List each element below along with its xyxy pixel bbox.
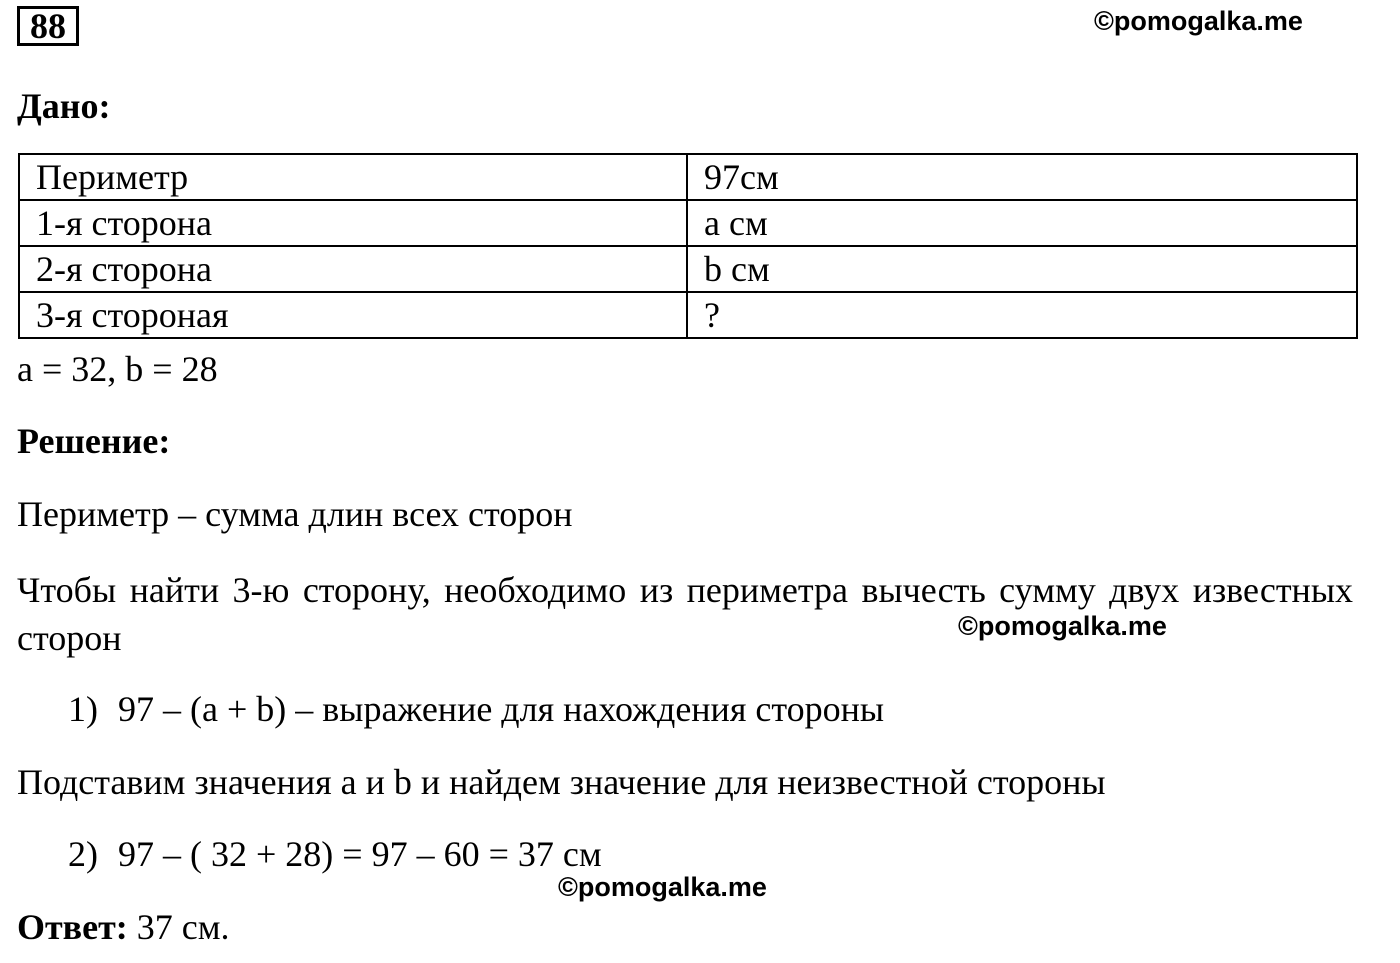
method-text: Чтобы найти 3-ю сторону, необходимо из периметра вычесть сумму двух известных сторон xyxy=(17,570,1353,658)
given-label: 3-я стороная xyxy=(19,292,687,338)
answer-label: Ответ: xyxy=(17,907,128,947)
watermark-middle: ©pomogalka.me xyxy=(958,611,1167,641)
definition-text: Периметр – сумма длин всех сторон xyxy=(17,494,573,534)
table-row xyxy=(19,292,1357,338)
table-row xyxy=(19,154,1357,200)
given-value: 97см xyxy=(687,154,1357,200)
substitute-text: Подставим значения а и b и найдем значение для неизвестной стороны xyxy=(17,762,1106,802)
step-text: 97 – (а + b) – выражение для нахождения стороны xyxy=(118,689,885,729)
table-row xyxy=(19,200,1357,246)
given-label: 1-я сторона xyxy=(19,200,687,246)
answer-line xyxy=(17,907,230,947)
table-row xyxy=(19,246,1357,292)
step-text: 97 – ( 32 + 28) = 97 – 60 = 37 см xyxy=(118,834,602,874)
answer-text: 37 см. xyxy=(127,907,230,947)
step-number: 2) xyxy=(68,834,98,874)
task-number: 88 xyxy=(17,6,79,46)
given-value: b см xyxy=(687,246,1357,292)
given-heading: Дано: xyxy=(17,86,111,126)
given-table xyxy=(18,153,1358,339)
given-label: Периметр xyxy=(19,154,687,200)
watermark-bottom: ©pomogalka.me xyxy=(558,872,767,902)
given-label: 2-я сторона xyxy=(19,246,687,292)
step-2 xyxy=(68,834,602,874)
given-values-line: а = 32, b = 28 xyxy=(17,349,218,389)
step-number: 1) xyxy=(68,689,98,729)
given-value: ? xyxy=(687,292,1357,338)
step-1 xyxy=(68,689,884,729)
solution-heading: Решение: xyxy=(17,421,171,461)
given-value: а см xyxy=(687,200,1357,246)
watermark-top: ©pomogalka.me xyxy=(1094,6,1303,36)
